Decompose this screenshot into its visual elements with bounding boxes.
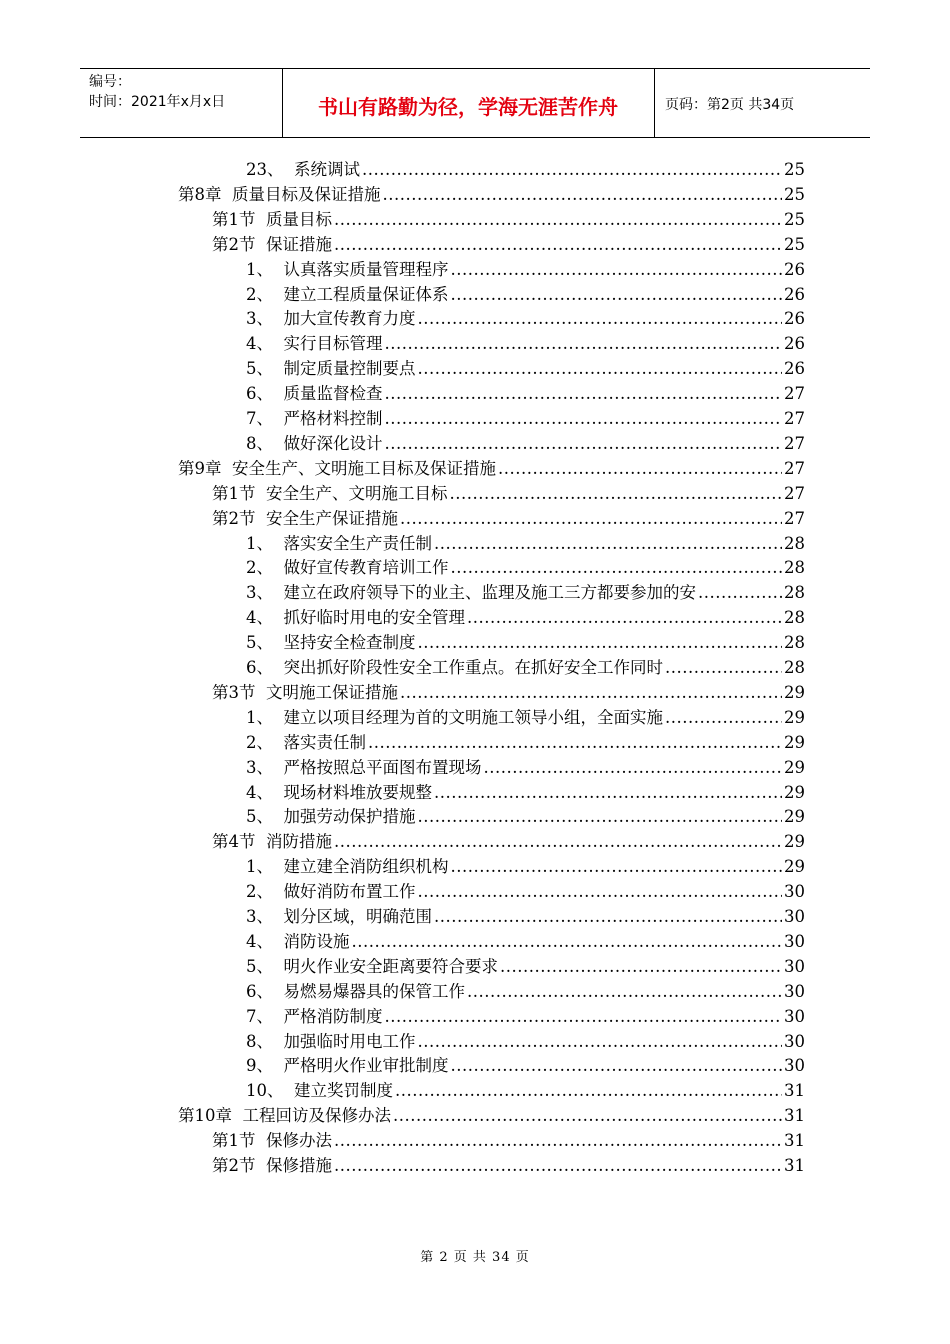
toc-entry-title: 9、 严格明火作业审批制度 bbox=[246, 1056, 449, 1075]
toc-dot-leader bbox=[467, 606, 782, 630]
toc-dot-leader bbox=[334, 208, 782, 232]
toc-dot-leader bbox=[395, 1079, 782, 1103]
toc-dot-leader bbox=[385, 382, 783, 406]
toc-entry[interactable] bbox=[212, 830, 805, 854]
toc-entry-title: 第2节 安全生产保证措施 bbox=[212, 509, 398, 528]
toc-entry-title: 10、 建立奖罚制度 bbox=[246, 1081, 393, 1100]
toc-entry-page: 25 bbox=[784, 185, 805, 204]
toc-dot-leader bbox=[362, 158, 782, 182]
page-header bbox=[80, 68, 870, 138]
toc-entry[interactable] bbox=[178, 183, 805, 207]
toc-entry-page: 31 bbox=[784, 1081, 805, 1100]
toc-entry-page: 27 bbox=[784, 459, 805, 478]
header-center-cell bbox=[282, 69, 655, 137]
toc-entry[interactable] bbox=[246, 357, 805, 381]
toc-entry[interactable] bbox=[246, 307, 805, 331]
toc-dot-leader bbox=[451, 855, 783, 879]
toc-dot-leader bbox=[385, 432, 783, 456]
toc-dot-leader bbox=[334, 233, 782, 257]
toc-entry-page: 28 bbox=[784, 583, 805, 602]
toc-entry[interactable] bbox=[246, 631, 805, 655]
toc-dot-leader bbox=[334, 830, 782, 854]
toc-entry-page: 25 bbox=[784, 235, 805, 254]
toc-entry-page: 25 bbox=[784, 160, 805, 179]
toc-dot-leader bbox=[418, 805, 783, 829]
toc-entry[interactable] bbox=[212, 1129, 805, 1153]
toc-entry-title: 2、 做好消防布置工作 bbox=[246, 882, 416, 901]
toc-entry-title: 3、 建立在政府领导下的业主、监理及施工三方都要参加的安 bbox=[246, 583, 696, 602]
toc-dot-leader bbox=[400, 507, 782, 531]
toc-entry[interactable] bbox=[246, 332, 805, 356]
toc-entry-page: 30 bbox=[784, 957, 805, 976]
toc-entry[interactable] bbox=[246, 606, 805, 630]
toc-entry[interactable] bbox=[246, 1079, 805, 1103]
toc-entry-title: 6、 突出抓好阶段性安全工作重点。在抓好安全工作同时 bbox=[246, 658, 663, 677]
toc-entry-page: 30 bbox=[784, 907, 805, 926]
toc-entry-page: 26 bbox=[784, 334, 805, 353]
toc-entry-title: 第2节 保证措施 bbox=[212, 235, 332, 254]
toc-entry[interactable] bbox=[212, 208, 805, 232]
toc-entry-title: 5、 坚持安全检查制度 bbox=[246, 633, 416, 652]
toc-entry[interactable] bbox=[246, 382, 805, 406]
toc-entry-page: 29 bbox=[784, 708, 805, 727]
toc-dot-leader bbox=[418, 1030, 783, 1054]
toc-entry[interactable] bbox=[246, 731, 805, 755]
toc-dot-leader bbox=[418, 307, 783, 331]
toc-entry[interactable] bbox=[246, 581, 805, 605]
toc-dot-leader bbox=[434, 781, 782, 805]
toc-dot-leader bbox=[450, 482, 783, 506]
toc-entry[interactable] bbox=[246, 706, 805, 730]
toc-dot-leader bbox=[385, 407, 783, 431]
toc-entry-title: 5、 制定质量控制要点 bbox=[246, 359, 416, 378]
toc-entry-page: 30 bbox=[784, 1007, 805, 1026]
toc-entry-page: 29 bbox=[784, 783, 805, 802]
toc-entry[interactable] bbox=[246, 1054, 805, 1078]
toc-dot-leader bbox=[451, 556, 783, 580]
toc-dot-leader bbox=[383, 183, 783, 207]
toc-entry[interactable] bbox=[246, 158, 805, 182]
toc-entry[interactable] bbox=[246, 905, 805, 929]
toc-entry-page: 28 bbox=[784, 633, 805, 652]
toc-dot-leader bbox=[352, 930, 783, 954]
toc-entry[interactable] bbox=[246, 855, 805, 879]
toc-entry[interactable] bbox=[246, 781, 805, 805]
toc-entry-page: 29 bbox=[784, 733, 805, 752]
toc-dot-leader bbox=[434, 532, 782, 556]
toc-entry-page: 30 bbox=[784, 932, 805, 951]
toc-dot-leader bbox=[665, 706, 782, 730]
toc-dot-leader bbox=[451, 283, 783, 307]
toc-entry-page: 30 bbox=[784, 882, 805, 901]
toc-entry-title: 1、 落实安全生产责任制 bbox=[246, 534, 432, 553]
toc-entry-title: 1、 建立以项目经理为首的文明施工领导小组，全面实施 bbox=[246, 708, 663, 727]
toc-entry-title: 8、 加强临时用电工作 bbox=[246, 1032, 416, 1051]
toc-entry[interactable] bbox=[246, 258, 805, 282]
toc-entry-title: 4、 抓好临时用电的安全管理 bbox=[246, 608, 465, 627]
toc-entry-title: 2、 建立工程质量保证体系 bbox=[246, 285, 449, 304]
toc-dot-leader bbox=[385, 332, 783, 356]
toc-entry[interactable] bbox=[246, 556, 805, 580]
toc-entry-page: 29 bbox=[784, 857, 805, 876]
toc-entry-page: 26 bbox=[784, 359, 805, 378]
toc-entry-page: 28 bbox=[784, 558, 805, 577]
toc-dot-leader bbox=[434, 905, 782, 929]
toc-entry[interactable] bbox=[246, 955, 805, 979]
header-page-info: 页码：第2页 共34页 bbox=[665, 97, 795, 113]
toc-entry-page: 28 bbox=[784, 608, 805, 627]
toc-entry-title: 2、 落实责任制 bbox=[246, 733, 366, 752]
toc-entry-title: 1、 认真落实质量管理程序 bbox=[246, 260, 449, 279]
toc-entry-title: 5、 加强劳动保护措施 bbox=[246, 807, 416, 826]
toc-entry-title: 3、 加大宣传教育力度 bbox=[246, 309, 416, 328]
toc-entry[interactable] bbox=[212, 233, 805, 257]
toc-dot-leader bbox=[418, 880, 783, 904]
toc-dot-leader bbox=[451, 1054, 783, 1078]
toc-entry-title: 1、 建立建全消防组织机构 bbox=[246, 857, 449, 876]
toc-dot-leader bbox=[500, 955, 782, 979]
toc-entry[interactable] bbox=[246, 756, 805, 780]
document-time-label: 时间：2021年x月x日 bbox=[89, 94, 226, 110]
toc-entry-page: 29 bbox=[784, 832, 805, 851]
toc-dot-leader bbox=[385, 1005, 783, 1029]
toc-entry[interactable] bbox=[246, 980, 805, 1004]
toc-entry-title: 4、 实行目标管理 bbox=[246, 334, 383, 353]
toc-entry-page: 31 bbox=[784, 1131, 805, 1150]
header-left-cell bbox=[80, 69, 283, 137]
toc-entry-page: 27 bbox=[784, 484, 805, 503]
toc-entry-title: 第9章 安全生产、文明施工目标及保证措施 bbox=[178, 459, 496, 478]
toc-entry-title: 第10章 工程回访及保修办法 bbox=[178, 1106, 391, 1125]
toc-dot-leader bbox=[451, 258, 783, 282]
toc-entry[interactable] bbox=[246, 656, 805, 680]
toc-entry-page: 26 bbox=[784, 309, 805, 328]
toc-entry-title: 第8章 质量目标及保证措施 bbox=[178, 185, 381, 204]
toc-dot-leader bbox=[484, 756, 783, 780]
toc-dot-leader bbox=[368, 731, 782, 755]
toc-entry[interactable] bbox=[246, 930, 805, 954]
document-number-label: 编号： bbox=[89, 74, 131, 90]
toc-entry[interactable] bbox=[178, 457, 805, 481]
toc-entry-title: 6、 易燃易爆器具的保管工作 bbox=[246, 982, 465, 1001]
toc-entry[interactable] bbox=[178, 1104, 805, 1128]
toc-entry-title: 第2节 保修措施 bbox=[212, 1156, 332, 1175]
toc-entry-page: 27 bbox=[784, 409, 805, 428]
toc-entry-title: 第4节 消防措施 bbox=[212, 832, 332, 851]
toc-dot-leader bbox=[418, 631, 783, 655]
toc-entry-title: 7、 严格材料控制 bbox=[246, 409, 383, 428]
toc-entry[interactable] bbox=[246, 432, 805, 456]
toc-entry-page: 27 bbox=[784, 384, 805, 403]
toc-entry[interactable] bbox=[246, 805, 805, 829]
toc-entry-page: 29 bbox=[784, 683, 805, 702]
toc-entry-page: 28 bbox=[784, 658, 805, 677]
toc-entry[interactable] bbox=[212, 507, 805, 531]
toc-entry-title: 7、 严格消防制度 bbox=[246, 1007, 383, 1026]
toc-entry-title: 2、 做好宣传教育培训工作 bbox=[246, 558, 449, 577]
toc-entry-page: 30 bbox=[784, 1032, 805, 1051]
toc-dot-leader bbox=[665, 656, 782, 680]
toc-entry-page: 26 bbox=[784, 285, 805, 304]
toc-entry-title: 6、 质量监督检查 bbox=[246, 384, 383, 403]
toc-entry[interactable] bbox=[212, 482, 805, 506]
toc-entry[interactable] bbox=[212, 681, 805, 705]
header-motto: 书山有路勤为径，学海无涯苦作舟 bbox=[318, 95, 618, 119]
toc-entry[interactable] bbox=[246, 1030, 805, 1054]
toc-entry[interactable] bbox=[246, 283, 805, 307]
toc-dot-leader bbox=[400, 681, 782, 705]
toc-entry-title: 第3节 文明施工保证措施 bbox=[212, 683, 398, 702]
toc-dot-leader bbox=[467, 980, 782, 1004]
toc-entry-page: 28 bbox=[784, 534, 805, 553]
toc-dot-leader bbox=[334, 1129, 782, 1153]
toc-dot-leader bbox=[498, 457, 782, 481]
page-footer: 第 2 页 共 34 页 bbox=[420, 1250, 530, 1265]
toc-entry-title: 第1节 保修办法 bbox=[212, 1131, 332, 1150]
header-right-cell bbox=[656, 69, 870, 137]
toc-entry-title: 3、 严格按照总平面图布置现场 bbox=[246, 758, 482, 777]
toc-entry[interactable] bbox=[212, 1154, 805, 1178]
toc-entry-page: 27 bbox=[784, 509, 805, 528]
toc-entry-title: 3、 划分区域，明确范围 bbox=[246, 907, 432, 926]
toc-entry-title: 第1节 安全生产、文明施工目标 bbox=[212, 484, 448, 503]
toc-dot-leader bbox=[698, 581, 782, 605]
toc-entry-title: 23、 系统调试 bbox=[246, 160, 360, 179]
toc-entry-page: 29 bbox=[784, 807, 805, 826]
toc-entry[interactable] bbox=[246, 1005, 805, 1029]
toc-entry[interactable] bbox=[246, 407, 805, 431]
toc-entry-page: 27 bbox=[784, 434, 805, 453]
toc-dot-leader bbox=[418, 357, 783, 381]
toc-entry-page: 31 bbox=[784, 1156, 805, 1175]
toc-entry-page: 26 bbox=[784, 260, 805, 279]
toc-entry-title: 4、 现场材料堆放要规整 bbox=[246, 783, 432, 802]
toc-entry-page: 25 bbox=[784, 210, 805, 229]
toc-entry-title: 第1节 质量目标 bbox=[212, 210, 332, 229]
toc-entry-title: 5、 明火作业安全距离要符合要求 bbox=[246, 957, 498, 976]
toc-entry-title: 8、 做好深化设计 bbox=[246, 434, 383, 453]
toc-entry[interactable] bbox=[246, 532, 805, 556]
toc-dot-leader bbox=[393, 1104, 782, 1128]
toc-entry[interactable] bbox=[246, 880, 805, 904]
toc-dot-leader bbox=[334, 1154, 782, 1178]
toc-entry-page: 30 bbox=[784, 982, 805, 1001]
toc-entry-title: 4、 消防设施 bbox=[246, 932, 350, 951]
toc-entry-page: 29 bbox=[784, 758, 805, 777]
toc-entry-page: 31 bbox=[784, 1106, 805, 1125]
toc-entry-page: 30 bbox=[784, 1056, 805, 1075]
